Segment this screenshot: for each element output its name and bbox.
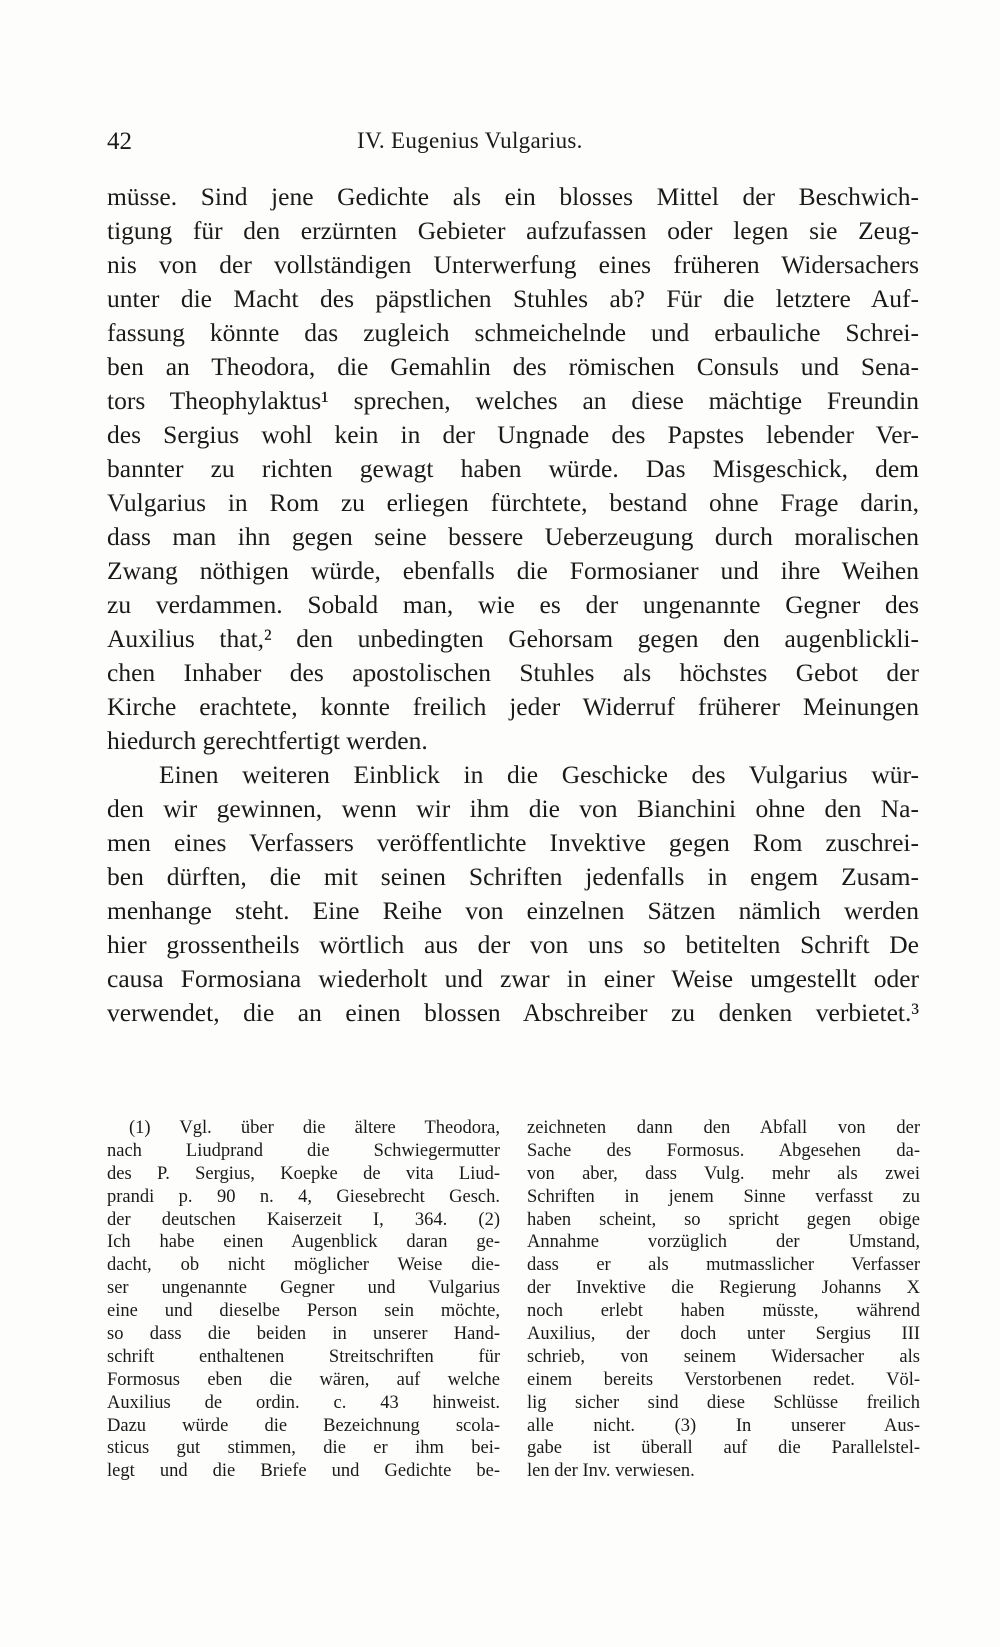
- footnote-line: von aber, dass Vulg. mehr als zwei: [527, 1163, 920, 1184]
- footnote-line: Formosus eben die wären, auf welche: [107, 1369, 500, 1390]
- body-line: men eines Verfassers veröffentlichte Invektive gegen Rom zuschrei-: [107, 828, 919, 857]
- footnote-line: so dass die beiden in unserer Hand-: [107, 1324, 500, 1345]
- body-line: hiedurch gerechtfertigt werden.: [107, 726, 428, 755]
- footnote-line: Sache des Formosus. Abgesehen da-: [527, 1140, 920, 1161]
- footnote-line: ser ungenannte Gegner und Vulgarius: [107, 1278, 500, 1299]
- footnote-line: gabe ist überall auf die Parallelstel-: [527, 1438, 920, 1459]
- body-line: des Sergius wohl kein in der Ungnade des Papstes lebender Ver-: [107, 420, 919, 449]
- page-header: [107, 128, 919, 168]
- footnote-line: nach Liudprand die Schwiegermutter: [107, 1140, 500, 1161]
- body-line: ben an Theodora, die Gemahlin des römischen Consuls und Sena-: [107, 352, 919, 381]
- footnote-line: Annahme vorzüglich der Umstand,: [527, 1232, 920, 1253]
- body-line: hier grossentheils wörtlich aus der von uns so betitelten Schrift De: [107, 930, 919, 959]
- footnote-line: Auxilius, der doch unter Sergius III: [527, 1324, 920, 1345]
- body-line: Zwang nöthigen würde, ebenfalls die Formosianer und ihre Weihen: [107, 556, 919, 585]
- body-line: tigung für den erzürnten Gebieter aufzufassen oder legen sie Zeug-: [107, 216, 919, 245]
- body-line: Vulgarius in Rom zu erliegen fürchtete, bestand ohne Frage darin,: [107, 488, 919, 517]
- body-line: ben dürften, die mit seinen Schriften jedenfalls in engem Zusam-: [107, 862, 919, 891]
- body-line: müsse. Sind jene Gedichte als ein blosses Mittel der Beschwich-: [107, 182, 919, 211]
- body-line: nis von der vollständigen Unterwerfung eines früheren Widersachers: [107, 250, 919, 279]
- body-line: chen Inhaber des apostolischen Stuhles als höchstes Gebot der: [107, 658, 919, 687]
- footnote-line: einem bereits Verstorbenen redet. Völ-: [527, 1369, 920, 1390]
- body-line: fassung könnte das zugleich schmeichelnde und erbauliche Schrei-: [107, 318, 919, 347]
- footnote-line: Dazu würde die Bezeichnung scola-: [107, 1415, 500, 1436]
- footnote-line: sticus gut stimmen, die er ihm bei-: [107, 1438, 500, 1459]
- footnote-line: haben scheint, so spricht gegen obige: [527, 1209, 920, 1230]
- body-line: unter die Macht des päpstlichen Stuhles ab? Für die letztere Auf-: [107, 284, 919, 313]
- main-text: [107, 180, 919, 1030]
- footnote-line: legt und die Briefe und Gedichte be-: [107, 1461, 500, 1482]
- footnote-line: dass er als mutmasslicher Verfasser: [527, 1255, 920, 1276]
- body-line: causa Formosiana wiederholt und zwar in einer Weise umgestellt oder: [107, 964, 919, 993]
- footnotes-left-column: [107, 1117, 500, 1483]
- body-line: den wir gewinnen, wenn wir ihm die von Bianchini ohne den Na-: [107, 794, 919, 823]
- footnote-line: Auxilius de ordin. c. 43 hinweist.: [107, 1392, 500, 1413]
- body-line: zu verdammen. Sobald man, wie es der ungenannte Gegner des: [107, 590, 919, 619]
- running-head: IV. Eugenius Vulgarius.: [357, 128, 583, 153]
- body-line: tors Theophylaktus¹ sprechen, welches an diese mächtige Freundin: [107, 386, 919, 415]
- footnote-line: Schriften in jenem Sinne verfasst zu: [527, 1186, 920, 1207]
- page-number: 42: [107, 128, 132, 155]
- footnote-line: prandi p. 90 n. 4, Giesebrecht Gesch.: [107, 1186, 500, 1207]
- footnote-line: len der Inv. verwiesen.: [527, 1461, 695, 1482]
- footnote-line: dacht, ob nicht möglicher Weise die-: [107, 1255, 500, 1276]
- footnote-line: der Invektive die Regierung Johanns X: [527, 1278, 920, 1299]
- footnotes-right-column: [527, 1117, 920, 1483]
- body-line: dass man ihn gegen seine bessere Ueberzeugung durch moralischen: [107, 522, 919, 551]
- footnote-line: eine und dieselbe Person sein möchte,: [107, 1301, 500, 1322]
- body-line: verwendet, die an einen blossen Abschreiber zu denken verbietet.³: [107, 998, 919, 1027]
- footnote-line: zeichneten dann den Abfall von der: [527, 1118, 920, 1138]
- footnote-line: schrieb, von seinem Widersacher als: [527, 1346, 920, 1367]
- body-line: Auxilius that,² den unbedingten Gehorsam gegen den augenblickli-: [107, 624, 919, 653]
- footnote-line: (1) Vgl. über die ältere Theodora,: [129, 1118, 500, 1138]
- footnote-line: des P. Sergius, Koepke de vita Liud-: [107, 1163, 500, 1184]
- footnote-line: noch erlebt haben müsste, während: [527, 1301, 920, 1322]
- body-line: menhange steht. Eine Reihe von einzelnen Sätzen nämlich werden: [107, 896, 919, 925]
- body-line: Kirche erachtete, konnte freilich jeder Widerruf früherer Meinungen: [107, 692, 919, 721]
- footnote-line: lig sicher sind diese Schlüsse freilich: [527, 1392, 920, 1413]
- paragraph-start-line: Einen weiteren Einblick in die Geschicke des Vulgarius wür-: [159, 760, 919, 789]
- footnote-line: der deutschen Kaiserzeit I, 364. (2): [107, 1209, 500, 1230]
- footnote-line: schrift enthaltenen Streitschriften für: [107, 1346, 500, 1367]
- footnote-line: alle nicht. (3) In unserer Aus-: [527, 1415, 920, 1436]
- footnote-line: Ich habe einen Augenblick daran ge-: [107, 1232, 500, 1253]
- body-line: bannter zu richten gewagt haben würde. Das Misgeschick, dem: [107, 454, 919, 483]
